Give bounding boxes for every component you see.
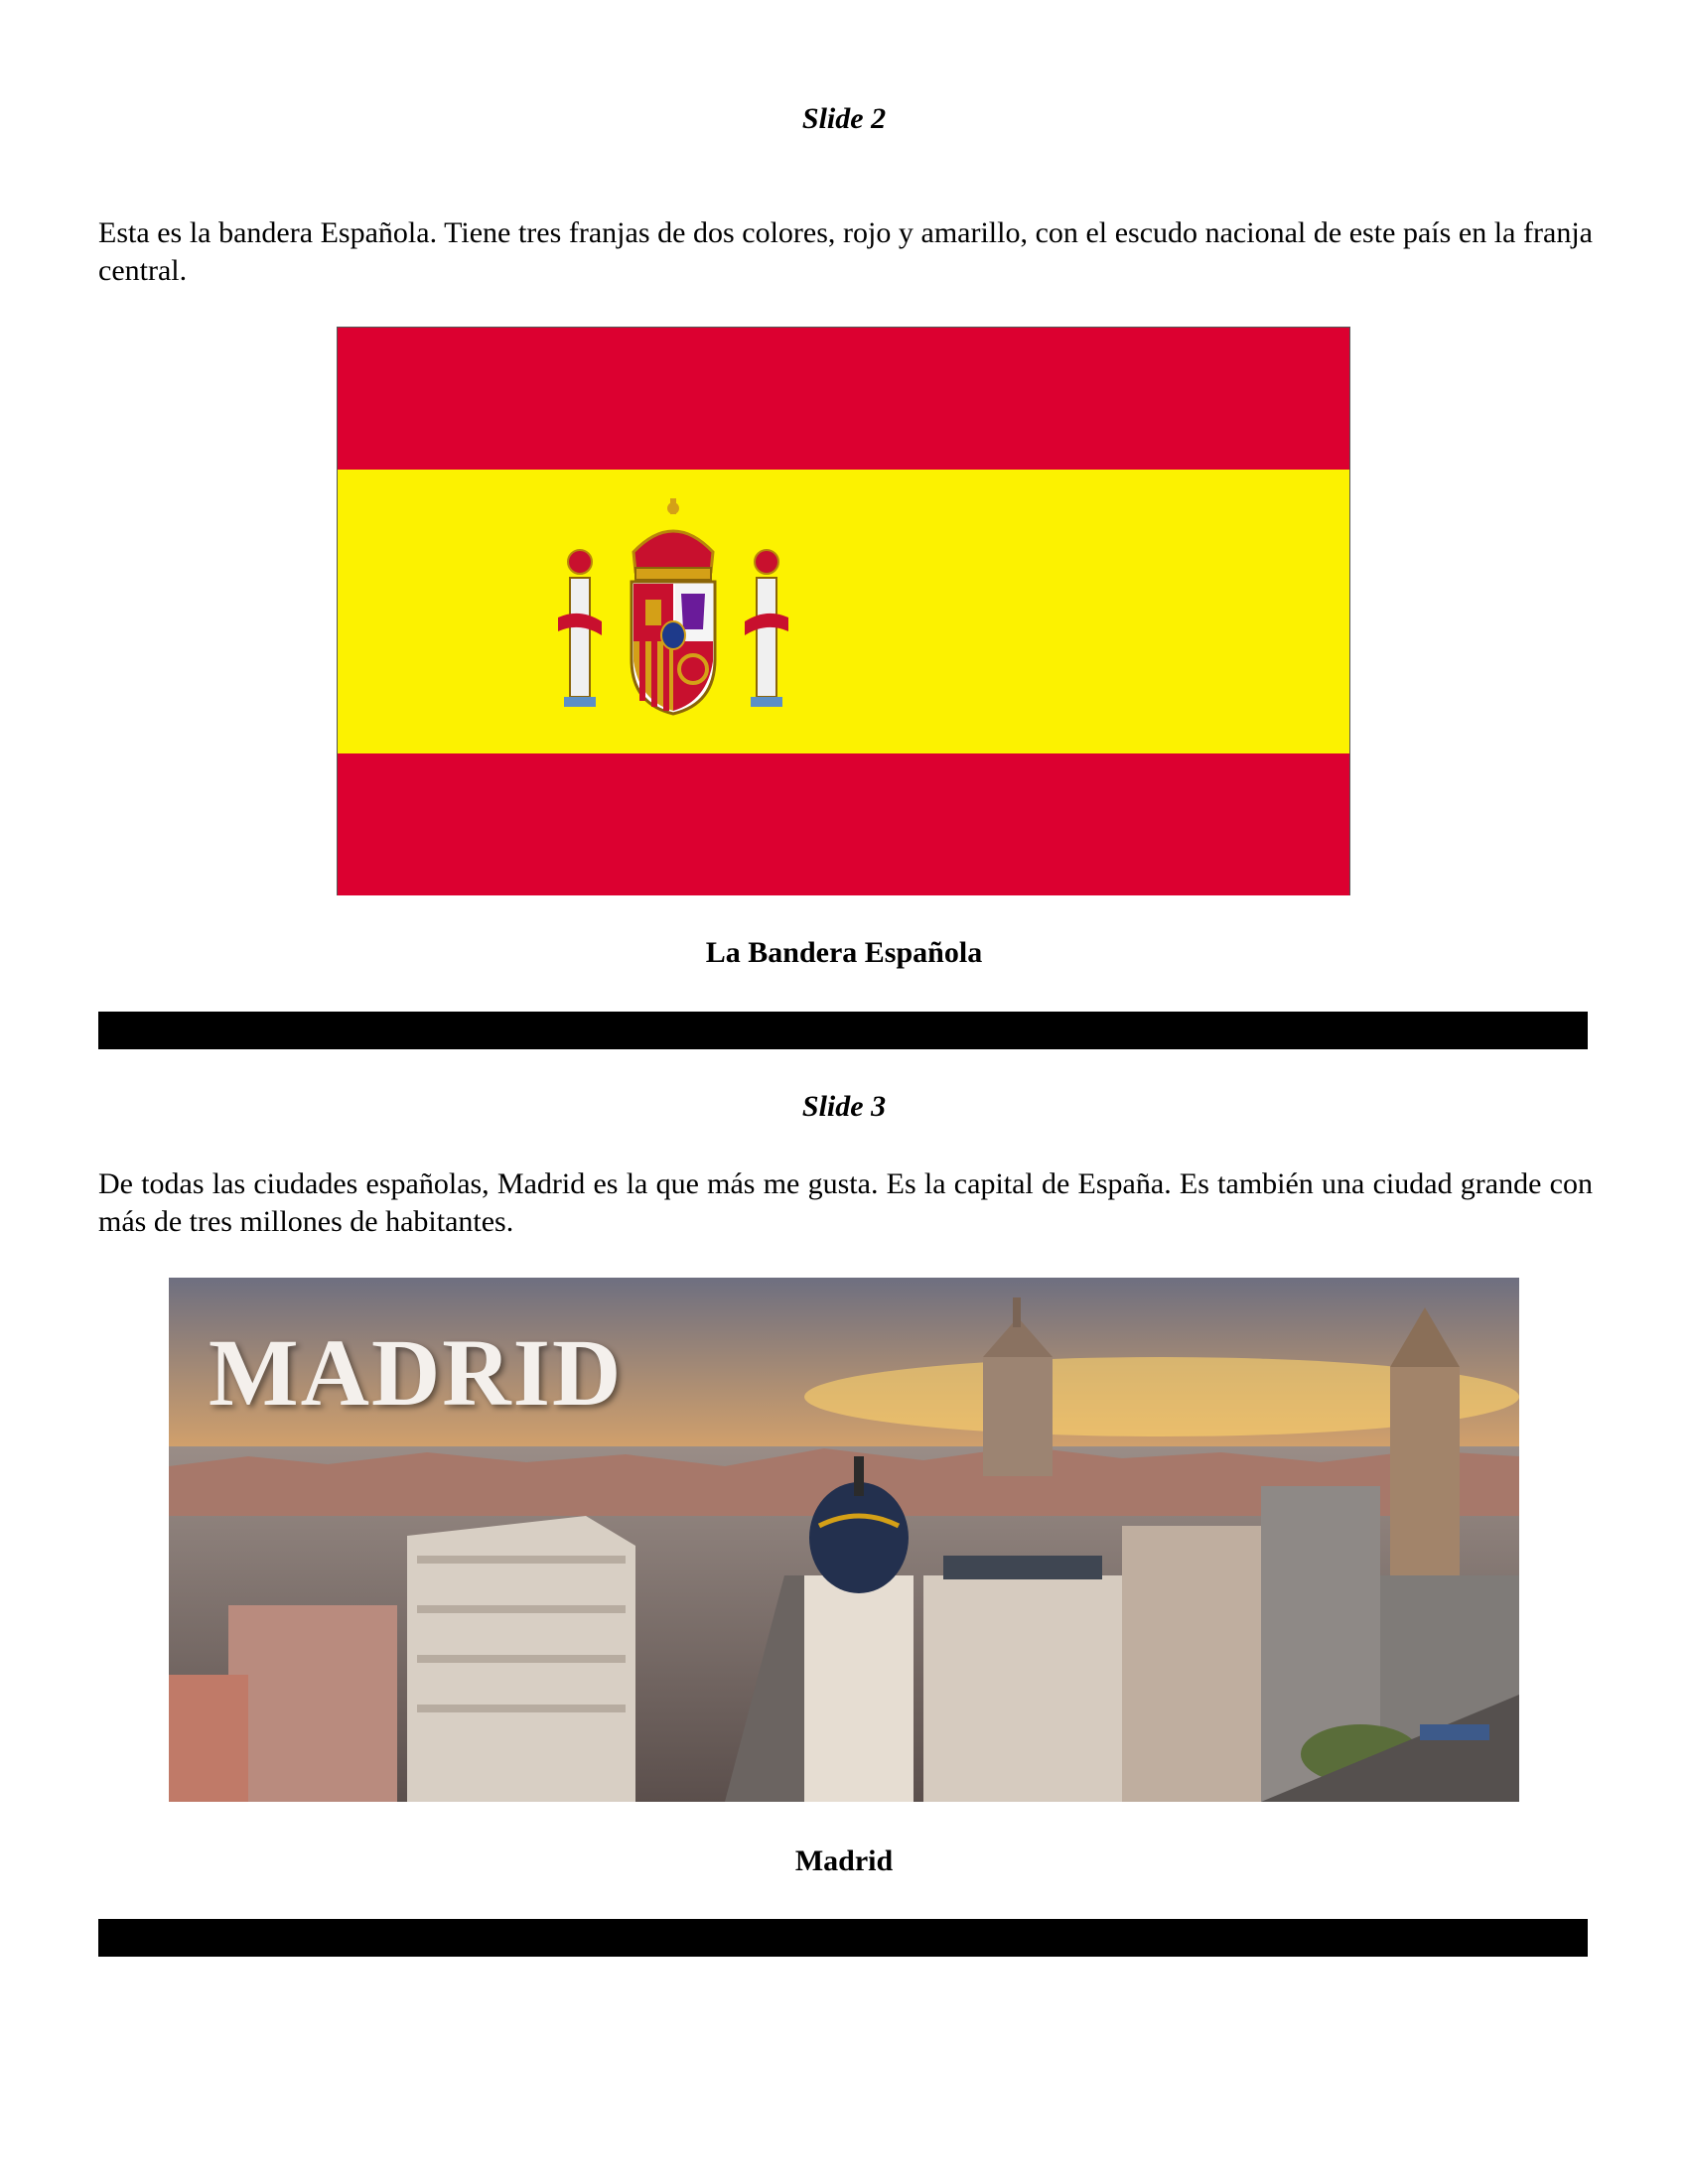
spain-flag-image — [337, 327, 1350, 895]
flag-caption: La Bandera Española — [705, 936, 983, 969]
madrid-cityscape-image — [169, 1278, 1519, 1802]
slide-3-paragraph: De todas las ciudades españolas, Madrid es la que más me gusta. Es la capital de España. Es también una ciudad grande con más de tres millones de habitantes. — [98, 1167, 1593, 1238]
madrid-caption: Madrid — [794, 1844, 894, 1877]
slide-3-title: Slide 3 — [801, 1090, 887, 1123]
photo-overlay-title: MADRID — [209, 1319, 624, 1426]
section-divider-bottom — [98, 1919, 1588, 1957]
flag-bottom-red-stripe — [338, 753, 1349, 895]
slide-2-paragraph: Esta es la bandera Española. Tiene tres franjas de dos colores, rojo y amarillo, con el escudo nacional de este país en la franja central. — [98, 216, 1593, 287]
section-divider — [98, 1012, 1588, 1049]
slide-2-title: Slide 2 — [801, 102, 887, 135]
flag-top-red-stripe — [338, 328, 1349, 470]
coat-of-arms-icon — [554, 490, 792, 729]
flag-middle-yellow-stripe — [338, 470, 1349, 753]
